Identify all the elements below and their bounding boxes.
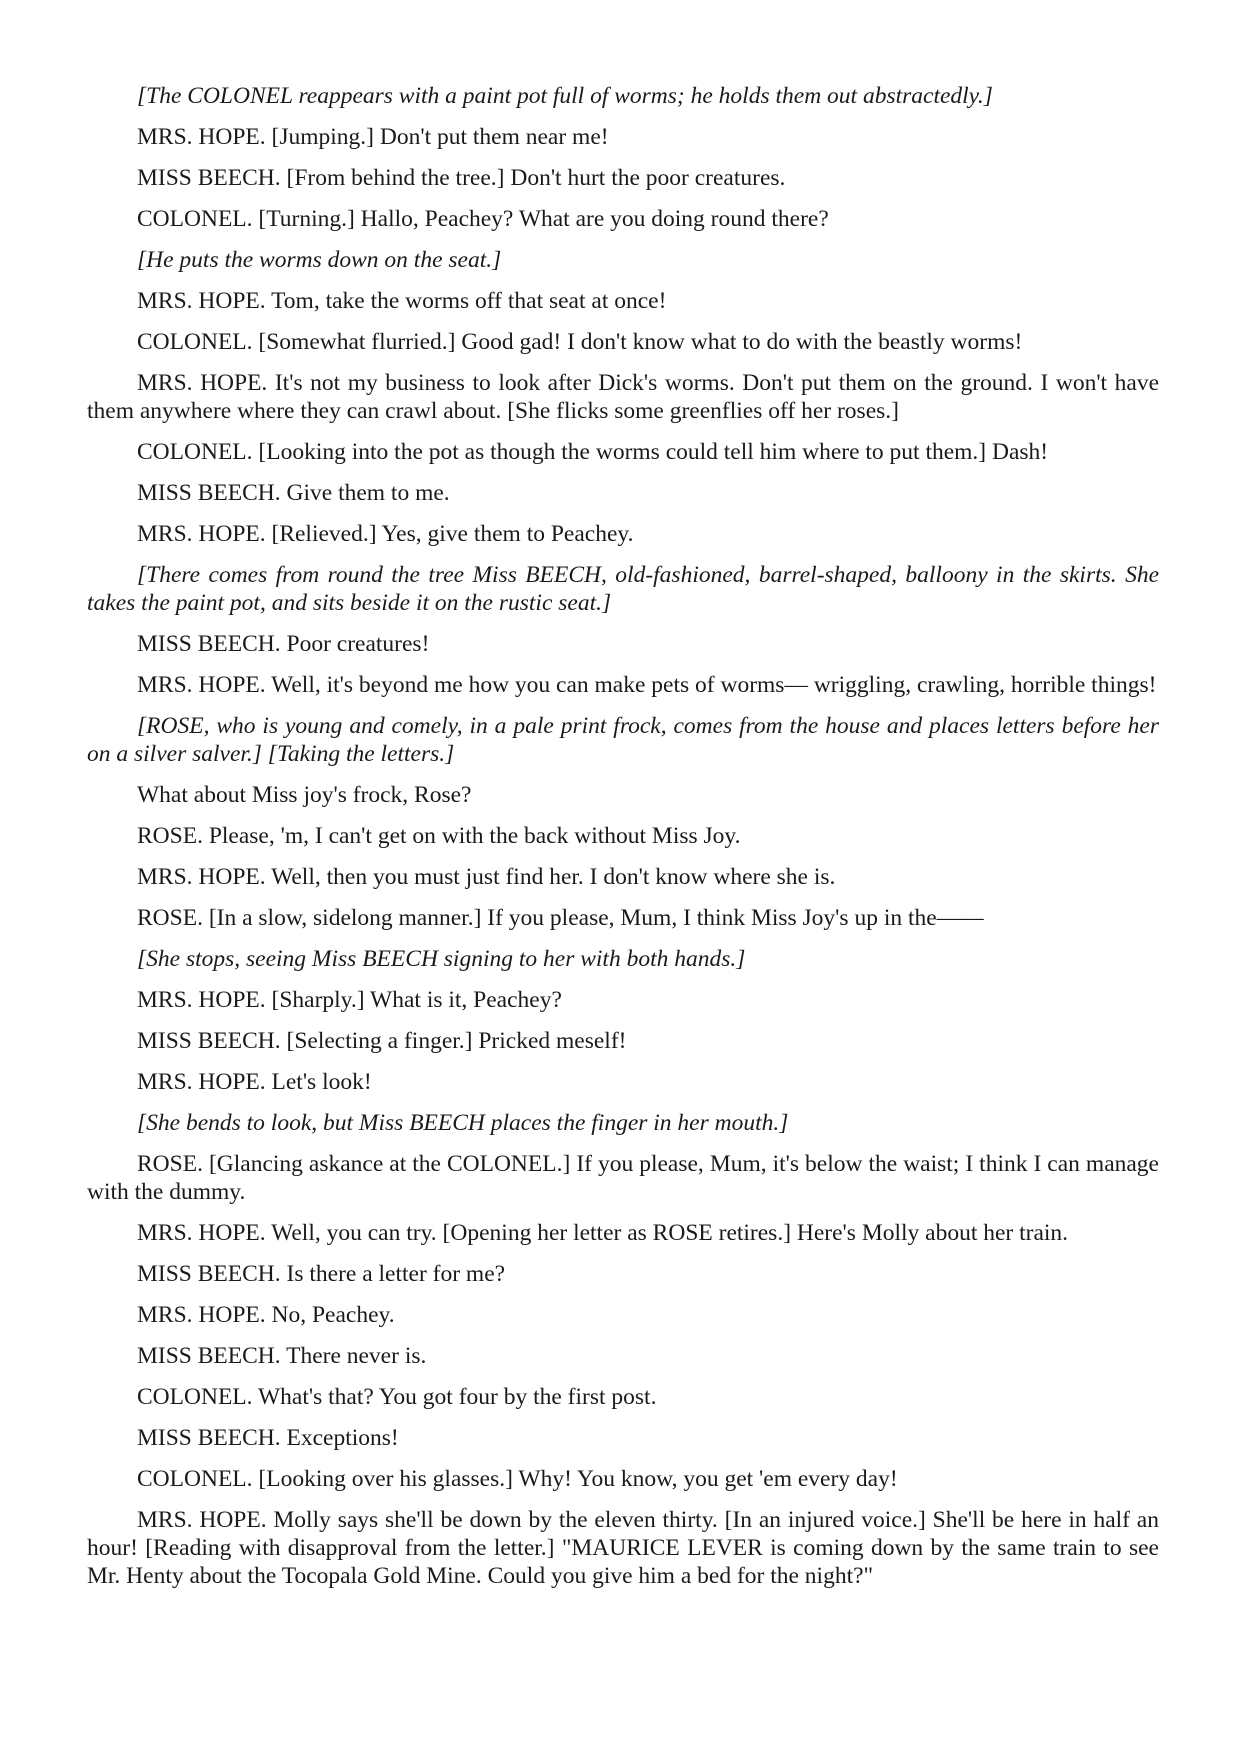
dialogue-line: MISS BEECH. [Selecting a finger.] Pricked meself! <box>137 1028 627 1054</box>
dialogue-line: MRS. HOPE. It's not my business to look after Dick's worms. Don't put them on the ground. I won't have them anywhere where they can crawl about. [She flicks some greenflies off her roses.] <box>87 370 1159 424</box>
dialogue-line: MRS. HOPE. Well, it's beyond me how you can make pets of worms— wriggling, crawling, horrible things! <box>137 672 1157 698</box>
dialogue-line: MRS. HOPE. [Jumping.] Don't put them near me! <box>137 124 609 150</box>
dialogue-line: MISS BEECH. Exceptions! <box>137 1425 399 1451</box>
dialogue-line: COLONEL. [Turning.] Hallo, Peachey? What are you doing round there? <box>137 206 829 232</box>
dialogue-line: ROSE. [Glancing askance at the COLONEL.] If you please, Mum, it's below the waist; I think I can manage with the dummy. <box>87 1151 1159 1205</box>
dialogue-line: ROSE. Please, 'm, I can't get on with the back without Miss Joy. <box>137 823 741 849</box>
dialogue-line: MRS. HOPE. [Sharply.] What is it, Peachey? <box>137 987 562 1013</box>
dialogue-line: COLONEL. [Somewhat flurried.] Good gad! I don't know what to do with the beastly worms! <box>137 329 1023 355</box>
dialogue-line: MRS. HOPE. Molly says she'll be down by the eleven thirty. [In an injured voice.] She'll be here in half an hour! [Reading with disapproval from the letter.] "MAURICE LEVER is coming down by the same train to see Mr. Henty about the Tocopala Gold Mine. Could you give him a bed for the night?" <box>87 1507 1159 1589</box>
stage-direction: [She stops, seeing Miss BEECH signing to her with both hands.] <box>137 946 746 972</box>
stage-direction: [He puts the worms down on the seat.] <box>137 247 502 273</box>
dialogue-line: MISS BEECH. [From behind the tree.] Don't hurt the poor creatures. <box>137 165 786 191</box>
stage-direction: [The COLONEL reappears with a paint pot full of worms; he holds them out abstractedly.] <box>137 83 993 109</box>
stage-direction: [There comes from round the tree Miss BEECH, old-fashioned, barrel-shaped, balloony in the skirts. She takes the paint pot, and sits beside it on the rustic seat.] <box>87 562 1159 616</box>
dialogue-line: COLONEL. What's that? You got four by the first post. <box>137 1384 657 1410</box>
dialogue-line: MRS. HOPE. Tom, take the worms off that seat at once! <box>137 288 667 314</box>
dialogue-line: MISS BEECH. Give them to me. <box>137 480 450 506</box>
stage-direction: [ROSE, who is young and comely, in a pale print frock, comes from the house and places letters before her on a silver salver.] [Taking the letters.] <box>87 713 1159 767</box>
stage-direction: [She bends to look, but Miss BEECH places the finger in her mouth.] <box>137 1110 789 1136</box>
dialogue-line: MRS. HOPE. [Relieved.] Yes, give them to Peachey. <box>137 521 634 547</box>
dialogue-line: MRS. HOPE. Let's look! <box>137 1069 372 1095</box>
dialogue-line: ROSE. [In a slow, sidelong manner.] If you please, Mum, I think Miss Joy's up in the—— <box>137 905 984 931</box>
dialogue-line: MRS. HOPE. Well, then you must just find her. I don't know where she is. <box>137 864 836 890</box>
dialogue-line: MRS. HOPE. No, Peachey. <box>137 1302 395 1328</box>
document-page <box>87 82 1159 1603</box>
dialogue-line: COLONEL. [Looking over his glasses.] Why! You know, you get 'em every day! <box>137 1466 898 1492</box>
dialogue-line: COLONEL. [Looking into the pot as though the worms could tell him where to put them.] Dash! <box>137 439 1049 465</box>
dialogue-line: MISS BEECH. Poor creatures! <box>137 631 430 657</box>
dialogue-line: MISS BEECH. Is there a letter for me? <box>137 1261 506 1287</box>
dialogue-line: MISS BEECH. There never is. <box>137 1343 427 1369</box>
dialogue-line: What about Miss joy's frock, Rose? <box>137 782 472 808</box>
dialogue-line: MRS. HOPE. Well, you can try. [Opening her letter as ROSE retires.] Here's Molly about her train. <box>137 1220 1069 1246</box>
